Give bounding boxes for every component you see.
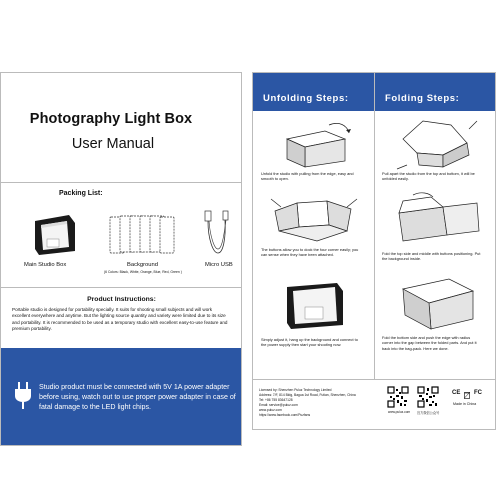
fold-step-2-illustration [391,191,485,249]
unfold-step-1-text: Unfold the studio with pulling from the edge, easy and smooth to open. [261,171,354,182]
ce-mark: CE [452,390,461,396]
made-in-label: Made in China [453,402,477,406]
qr-label: 官方微信公众号 [417,411,440,415]
manual-subtitle: User Manual [71,136,155,152]
column-divider [374,73,375,379]
product-instructions-text: Portable studio is designed for portability specially. It suits for shooting small subjects and will work excellent everywhere and anytime. But the lighting source quantity and variety were limited due to its size and portability. It is recommended to be used as a temporary studio with excellent easy-to-use feature and premium portability. [12,307,228,331]
folding-steps-title: Folding Steps: [385,93,460,104]
fold-step-1-text: Pull apart the studio from the top and bottom, it will be unfolded easily. [382,171,475,182]
licensing-info [259,388,383,418]
footer-line: www.puluz.com [259,407,282,412]
unfold-step-2-text: The buttons allow you to dock the four corner easily; you can sense when they have been attached. [261,247,359,258]
unfold-step-3-text: Simply adjust it, hang up the background and connect to the power supply then start your shooting now. [261,337,358,348]
fold-step-1-illustration [393,115,481,171]
wechat-qr-code [417,386,439,408]
footer-line: Address: 7/F, 814 Bldg, Bagua 1st Road, Futian, Shenzhen, China [259,392,356,397]
studio-box-icon [29,211,79,257]
footer-line: Tel: +86 755 83647128 [259,397,293,402]
recycle-bin-icon [463,391,471,399]
footer-line: Email: service@puluz.com [259,402,298,407]
packing-item-label: Micro USB [205,262,233,268]
usb-cable-icon [201,209,235,259]
manual-footer [253,379,496,430]
left-manual-page [0,72,242,446]
fold-step-3-text: Fold the bottom side and push the edge with radius corner into the gap between the folded parts. And put it back into the bag-pack. Here we done. [382,335,477,351]
packing-list-title: Packing List: [59,190,103,197]
folding-steps-header [375,73,496,111]
qr-label: www.puluz.com [388,410,411,414]
fc-mark: FC [474,390,482,396]
title-block [1,73,241,183]
unfold-step-3-illustration [281,277,347,333]
packing-item-label: Background [127,262,158,268]
packing-list-section [1,183,241,288]
product-instructions-section [1,288,241,347]
right-manual-page [252,72,496,430]
manual-title: Photography Light Box [29,111,193,127]
fold-step-3-illustration [393,271,483,331]
fold-step-2-text: Fold the top side and middle with buttons positioning. Put the background inside. [382,251,481,262]
website-qr-code [387,386,409,408]
unfolding-steps-title: Unfolding Steps: [263,93,349,104]
product-instructions-title: Product Instructions: [87,296,156,303]
packing-item-note: (6 Colors: Black, White, Orange, Blue, Red, Green ) [104,270,182,274]
unfolding-steps-header [253,73,374,111]
power-warning-banner [1,348,242,446]
packing-item-label: Main Studio Box [24,262,67,268]
footer-line: https://www.facebook.com/Puzfans [259,412,311,417]
power-warning-text: Studio product must be connected with 5V 1A power adapter before using, watch out to use proper power adapter in case of fatal damage to the LED light chips. [39,383,236,412]
footer-line: Licensed by: Shenzhen Puluz Technology Limited [259,388,332,392]
backgrounds-icon [108,213,176,257]
power-plug-icon [12,380,34,410]
unfold-step-1-illustration [275,117,357,169]
unfold-step-2-illustration [267,191,361,245]
